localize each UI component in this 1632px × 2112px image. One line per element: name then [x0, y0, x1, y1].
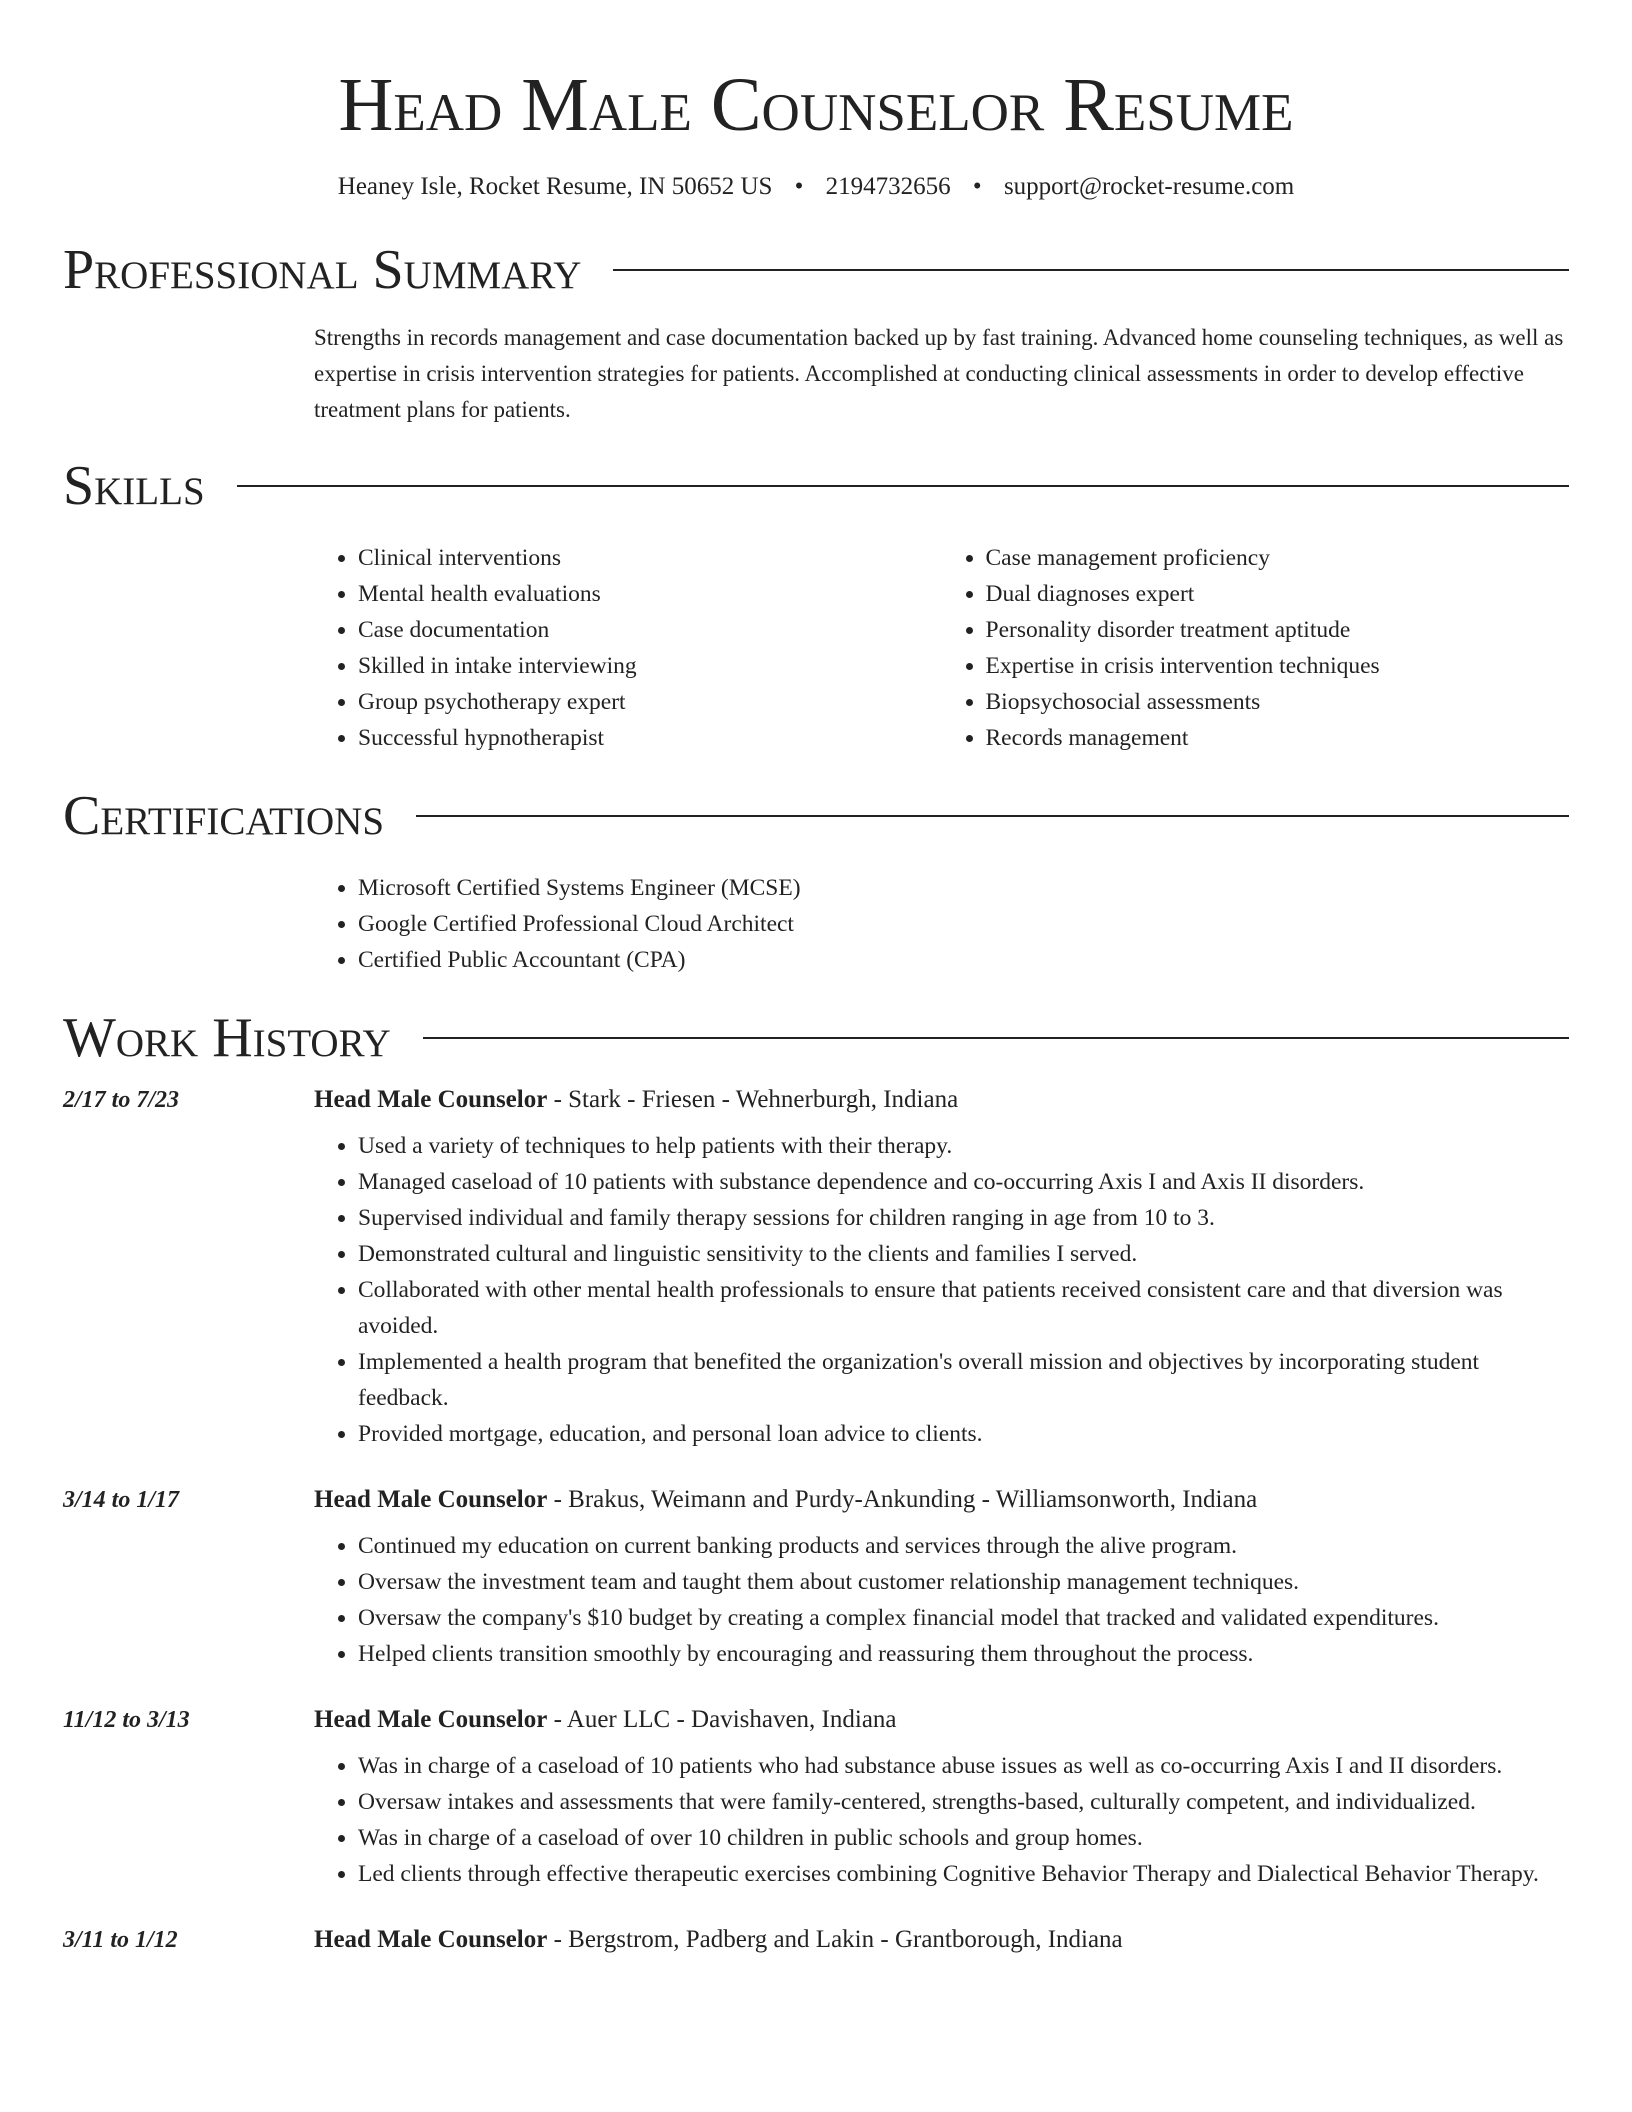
skills-section-header	[63, 454, 1569, 518]
skill-item: • Expertise in crisis intervention techniques	[986, 648, 1570, 684]
skill-item: • Mental health evaluations	[358, 576, 942, 612]
job-duty: • Oversaw the company's $10 budget by creating a complex financial model that tracked and validated expenditures.	[358, 1600, 1569, 1636]
job-duty: • Managed caseload of 10 patients with substance dependence and co-occurring Axis I and Axis II disorders.	[358, 1164, 1569, 1200]
summary-heading: Professional Summary	[63, 239, 582, 301]
contact-email: support@rocket-resume.com	[1003, 173, 1295, 200]
skill-item: • Personality disorder treatment aptitude	[986, 612, 1570, 648]
job-duty: • Implemented a health program that benefited the organization's overall mission and objectives by incorporating student feedback.	[358, 1344, 1569, 1416]
job-dates: 3/14 to 1/17	[63, 1487, 180, 1513]
job-title: Head Male Counselor	[314, 1086, 548, 1113]
contact-line	[63, 170, 1569, 204]
summary-text: Strengths in records management and case documentation backed up by fast training. Advanced home counseling techniques, as well as expertise in crisis intervention strategies for patients. Accomplished at conducting clinical assessments in order to develop effective treatment plans for patients.	[314, 325, 1564, 422]
contact-address: Heaney Isle, Rocket Resume, IN 50652 US	[337, 173, 773, 200]
job-dates: 2/17 to 7/23	[63, 1087, 180, 1113]
job-duty: • Was in charge of a caseload of over 10 children in public schools and group homes.	[358, 1820, 1569, 1856]
skill-item: • Case documentation	[358, 612, 942, 648]
skill-item: • Dual diagnoses expert	[986, 576, 1570, 612]
section-divider	[416, 815, 1569, 817]
skill-item: • Case management proficiency	[986, 540, 1570, 576]
job-line	[314, 1486, 1257, 1514]
job-duty: • Continued my education on current banking products and services through the alive program.	[358, 1528, 1569, 1564]
skills-list-right	[942, 540, 1570, 756]
skills-grid	[314, 540, 1569, 756]
certification-item: • Microsoft Certified Systems Engineer (MCSE)	[358, 870, 1569, 906]
job-entry	[63, 1706, 1569, 1892]
job-dates: 11/12 to 3/13	[63, 1707, 190, 1733]
skills-heading: Skills	[63, 455, 205, 517]
job-duties-list	[314, 1128, 1569, 1452]
job-entry	[63, 1486, 1569, 1672]
resume-title: Head Male Counselor Resume	[338, 63, 1294, 147]
job-dates: 3/11 to 1/12	[63, 1927, 178, 1953]
job-line	[314, 1086, 958, 1114]
job-title: Head Male Counselor	[314, 1706, 548, 1733]
job-duty: • Led clients through effective therapeutic exercises combining Cognitive Behavior Therapy and Dialectical Behavior Therapy.	[358, 1856, 1569, 1892]
job-duty: • Helped clients transition smoothly by encouraging and reassuring them throughout the process.	[358, 1636, 1569, 1672]
certification-item: • Certified Public Accountant (CPA)	[358, 942, 1569, 978]
job-duty: • Was in charge of a caseload of 10 patients who had substance abuse issues as well as co-occurring Axis I and II disorders.	[358, 1748, 1569, 1784]
skill-item: • Successful hypnotherapist	[358, 720, 942, 756]
job-header	[63, 1706, 1569, 1734]
contact-separator: •	[794, 173, 804, 200]
skill-item: • Group psychotherapy expert	[358, 684, 942, 720]
job-duty: • Oversaw intakes and assessments that were family-centered, strengths-based, culturally competent, and individualized.	[358, 1784, 1569, 1820]
job-duty: • Demonstrated cultural and linguistic sensitivity to the clients and families I served.	[358, 1236, 1569, 1272]
work-history-section-header	[63, 1006, 1569, 1070]
skill-item: • Clinical interventions	[358, 540, 942, 576]
section-divider	[237, 485, 1569, 487]
job-header	[63, 1486, 1569, 1514]
job-header	[63, 1926, 1569, 1954]
job-line	[314, 1926, 1123, 1954]
work-history-list	[63, 1086, 1569, 1954]
job-entry	[63, 1926, 1569, 1954]
certifications-section-header	[63, 784, 1569, 848]
job-duty: • Used a variety of techniques to help patients with their therapy.	[358, 1128, 1569, 1164]
job-duty: • Collaborated with other mental health professionals to ensure that patients received consistent care and that diversion was avoided.	[358, 1272, 1569, 1344]
work-history-heading: Work History	[63, 1007, 391, 1069]
job-title: Head Male Counselor	[314, 1486, 548, 1513]
job-header	[63, 1086, 1569, 1114]
job-employer-location: - Auer LLC - Davishaven, Indiana	[547, 1706, 897, 1733]
section-divider	[423, 1037, 1569, 1039]
skills-list-left	[314, 540, 942, 756]
job-employer-location: - Stark - Friesen - Wehnerburgh, Indiana	[547, 1086, 959, 1113]
section-divider	[613, 269, 1569, 271]
skill-item: • Records management	[986, 720, 1570, 756]
job-duty: • Provided mortgage, education, and personal loan advice to clients.	[358, 1416, 1569, 1452]
contact-separator: •	[972, 173, 982, 200]
certifications-heading: Certifications	[63, 785, 385, 847]
job-employer-location: - Bergstrom, Padberg and Lakin - Grantborough, Indiana	[547, 1926, 1123, 1953]
job-line	[314, 1706, 897, 1734]
job-duties-list	[314, 1748, 1569, 1892]
job-employer-location: - Brakus, Weimann and Purdy-Ankunding - Williamsonworth, Indiana	[547, 1486, 1258, 1513]
job-duty: • Oversaw the investment team and taught them about customer relationship management techniques.	[358, 1564, 1569, 1600]
job-duties-list	[314, 1528, 1569, 1672]
certifications-list	[314, 870, 1569, 978]
skill-item: • Skilled in intake interviewing	[358, 648, 942, 684]
job-entry	[63, 1086, 1569, 1452]
job-duty: • Supervised individual and family therapy sessions for children ranging in age from 10 to 3.	[358, 1200, 1569, 1236]
skill-item: • Biopsychosocial assessments	[986, 684, 1570, 720]
certification-item: • Google Certified Professional Cloud Architect	[358, 906, 1569, 942]
contact-phone: 2194732656	[825, 173, 951, 200]
job-title: Head Male Counselor	[314, 1926, 548, 1953]
summary-section-header	[63, 238, 1569, 302]
